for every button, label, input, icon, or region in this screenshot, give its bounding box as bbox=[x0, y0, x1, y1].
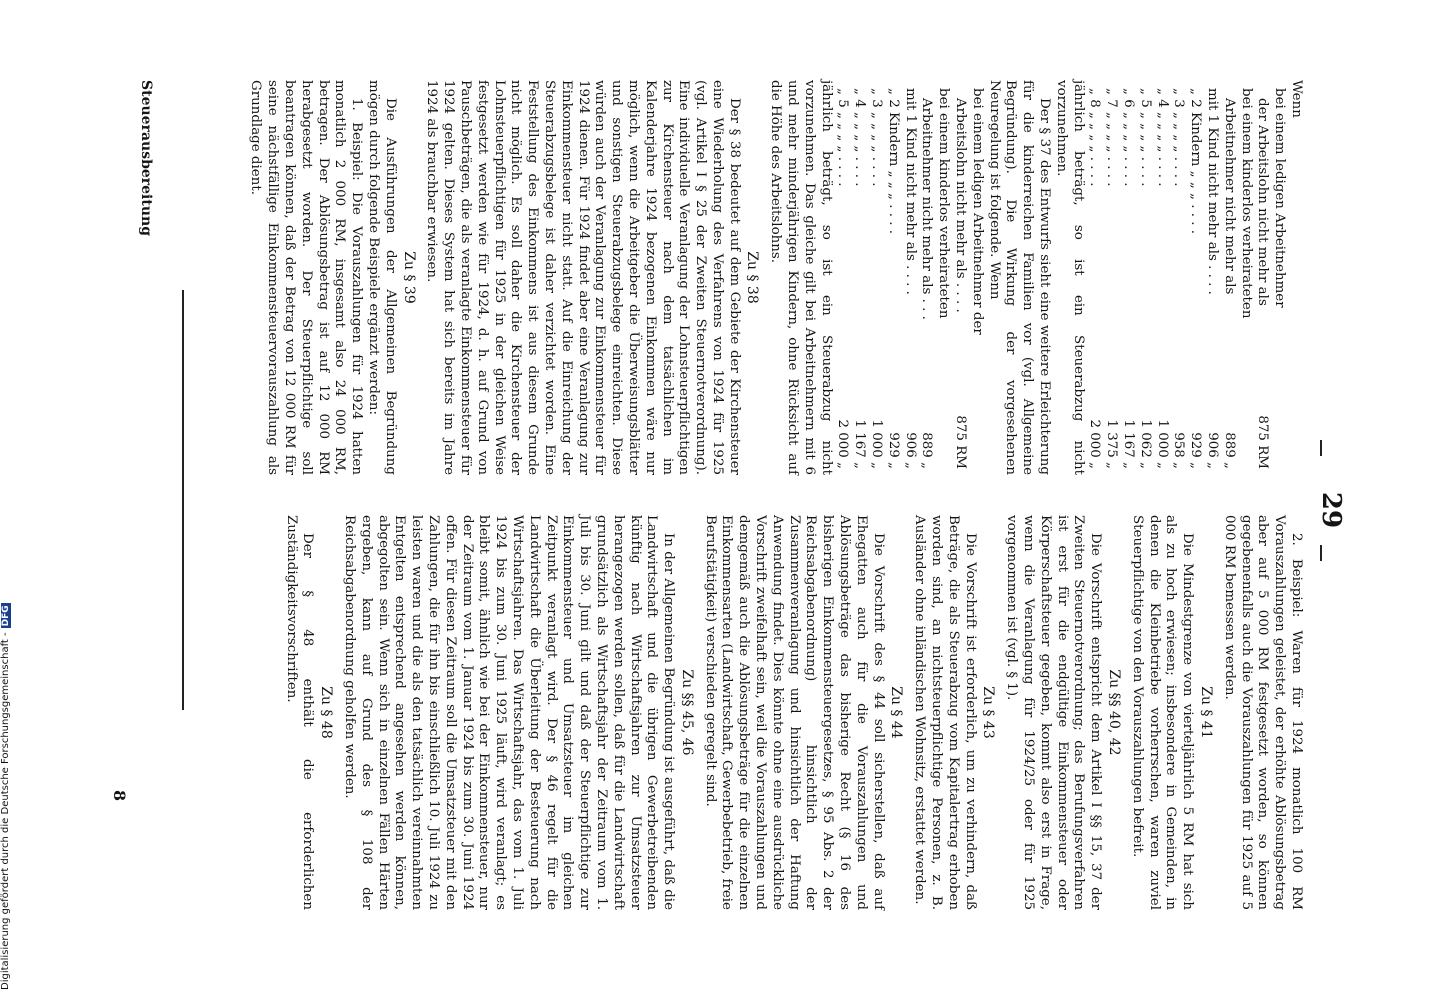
table-row: Arbeitnehmer nicht mehr als . . . 889 „ bbox=[919, 98, 935, 469]
income-table-b bbox=[834, 80, 985, 475]
paragraph: Die Mindestgrenze von vierteljährlich 5 RM hat sich als zu hoch erwiesen; insbesondere in Gemeinden, in denen die Kleinbetriebe vorherrschen, waren zuviel Steuerpflichtige von den Vorauszahlungen befreit. bbox=[1129, 515, 1196, 910]
digitization-credit bbox=[0, 590, 12, 990]
table-row: „ 7 „ „ „ „ . . . . 1 375 „ bbox=[1104, 88, 1120, 469]
table-row: bei einem ledigen Arbeitnehmer bbox=[1272, 88, 1288, 308]
table-row: mit 1 Kind nicht mehr als . . . . 906 „ bbox=[1205, 88, 1221, 469]
paragraph: 2. Beispiel: Waren für 1924 monatlich 100 RM Vorauszahlungen geleistet, der erhöhte Ablösungsbetrag aber auf 5 000 RM festgesetzt worden, so können gegebenenfalls auch die Vorauszahlungen für 1925 auf 5 000 RM bemessen werden. bbox=[1221, 515, 1304, 910]
paragraph: Die Vorschrift des § 44 soll sicherstellen, daß auf Ehegatten auch für die Vorauszahlungen und Ablösungsbeträge das bisherige Recht (§ 16 des bisherigen Einkommensteuergesetzes, § 95 Abs. 2 der Reichsabgabenordnung) hinsichtlich der Zusammenveranlagung und hinsichtlich der Haftung Anwendung findet. Dies könnte ohne eine ausdrückliche Vorschrift zweifelhaft sein, weil die Vorauszahlungen und demgemäß auch die Ablösungsbeträge für die einzelnen Einkommensarten (Landwirtschaft, Gewerbebetrieb, freie Berufstätigkeit) verschieden geregelt sind. bbox=[702, 515, 886, 910]
paragraph: Die Vorschrift ist erforderlich, um zu verhindern, daß Beträge, die als Steuerabzug vom Kapitalertrag erhoben worden sind, an nichtsteuerpflichtige Personen, z. B. Ausländer ohne inländischen Wohnsitz, erstattet werden. bbox=[912, 515, 978, 910]
credit-text: Digitalisierung gefördert durch die Deutsche Forschungsgemeinschaft - bbox=[0, 632, 11, 990]
section-heading: Zu §§ 45, 46 bbox=[678, 669, 695, 756]
page-number: 29 bbox=[1316, 491, 1346, 529]
paragraph: Der § 37 des Entwurfs sieht eine weitere Erleichterung für die kinderreichen Familien vor (vgl. Allgemeine Begründung). Die Wirkung der vorgesehenen Neuregelung ist folgende. Wenn bbox=[986, 80, 1053, 475]
signature-mark: 8 bbox=[110, 790, 129, 802]
paragraph: 1. Beispiel: Die Vorauszahlungen für 1924 hatten monatlich 2 000 RM, insgesamt also 24 000 RM, betragen. Der Ablösungsbetrag ist auf 12 000 RM herabgesetzt worden. Der Steuerpflichtige soll beantragen können, daß der Betrag von 12 000 RM für seine nächstfällige Einkommensteuervorauszahlung als Grundlage dient. bbox=[248, 80, 365, 475]
section-heading: Zu § 43 bbox=[980, 686, 997, 739]
bottom-rule bbox=[182, 290, 184, 710]
section-heading: Zu §§ 40, 42 bbox=[1106, 669, 1123, 756]
table-row: mit 1 Kind nicht mehr als . . . . 906 „ bbox=[902, 88, 918, 469]
paragraph: jährlich beträgt, so ist ein Steuerabzug nicht vorzunehmen. bbox=[1053, 80, 1086, 475]
table-row: „ 4 „ „ „ „ . . . . 1 000 „ bbox=[1154, 88, 1170, 469]
table-row: bei einem ledigen Arbeitnehmer der bbox=[969, 88, 985, 335]
table-row: Arbeitslohn nicht mehr als . . . . 875 RM bbox=[953, 98, 969, 469]
paragraph: Die Vorschrift entspricht dem Artikel I §§ 15, 37 der Zweiten Steuernotverordnung; das Berufungsverfahren ist erst für die endgültige Einkommensteuer oder Körperschaftsteuer gegeben, kommt also erst in Frage, wenn die Veranlagung für 1924/25 oder für 1925 vorgenommen ist (vgl. § 1). bbox=[1004, 515, 1104, 910]
left-column bbox=[247, 80, 1304, 475]
section-heading: Zu § 39 bbox=[400, 251, 417, 304]
section-heading: Zu § 41 bbox=[1198, 686, 1215, 739]
table-row: der Arbeitslohn nicht mehr als 875 RM bbox=[1255, 98, 1271, 469]
table-row: Arbeitnehmer nicht mehr als 889 „ bbox=[1221, 98, 1237, 469]
table-row: „ 5 „ „ „ „ . . . . 1 062 „ bbox=[1137, 88, 1153, 469]
paragraph: In der Allgemeinen Begründung ist ausgeführt, daß die Landwirtschaft und die übrigen Gewerbetreibenden künftig nach Wirtschaftsjahren zur Umsatzsteuer herangezogen werden sollen, daß für die Landwirtschaft grundsätzlich als Wirtschaftsjahr der Zeitraum vom 1. Juli bis 30. Juni gilt und daß der Steuerpflichtige zur Einkommensteuer und Umsatzsteuer im gleichen Zeitpunkt veranlagt wird. Der § 46 regelt für die Landwirtschaft die Überleitung der Besteuerung nach Wirtschaftsjahren. Das Wirtschaftsjahr, das vom 1. Juli 1924 bis zum 30. Juni 1925 läuft, wird veranlagt; es bleibt somit, ähnlich wie bei der Einkommensteuer, nur der Zeitraum vom 1. Januar 1924 bis zum 30. Juni 1924 offen. Für diesen Zeitraum soll die Umsatzsteuer mit den Zahlungen, die für ihn bis einschließlich 10. Juli 1924 zu leisten waren und die als den tatsächlich vereinnahmten Entgelten entsprechend angesehen werden können, abgegolten sein. Wenn sich in einzelnen Fällen Härten ergeben, kann auf Grund des § 108 der Reichsabgabenordnung geholfen werden. bbox=[341, 515, 677, 910]
paragraph: jährlich beträgt, so ist ein Steuerabzug nicht vorzunehmen. Das gleiche gilt bei Arbeitnehmern mit 6 und mehr minderjährigen Kindern, ohne Rücksicht auf die Höhe des Arbeitslohns. bbox=[768, 80, 834, 475]
table-row: „ 8 „ „ „ „ . . . . 2 000 „ bbox=[1087, 88, 1103, 469]
intro-word: Wenn bbox=[1289, 80, 1304, 118]
paragraph: Der § 38 bedeutet auf dem Gebiete der Kirchensteuer eine Wiederholung des Verfahrens von 1924 für 1925 (vgl. Artikel I § 25 der Zweiten Steuernotverordnung). Eine individuelle Veranlagung der Lohnsteuerpflichtigen zur Kirchensteuer nach dem tatsächlichen im Kalenderjahre 1924 bezogenen Einkommen wäre nur möglich, wenn die Arbeitgeber die Überweisungsblätter und sonstigen Steuerabzugsbelege einreichten. Diese würden auch der Veranlagung zur Einkommensteuer für 1924 dienen. Für 1924 findet aber eine Veranlagung zur Einkommensteuer nicht statt. Auf die Einreichung der Steuerabzugsbelege ist daher verzichtet worden. Eine Feststellung des Einkommens ist aus diesem Grunde nicht möglich. Es soll daher die Kirchensteuer der Lohnsteuerpflichtigen für 1925 in der gleichen Weise festgesetzt werden wie für 1924, d. h. auf Grund von Pauschbeträgen, die als veranlagte Einkommensteuer für 1924 gelten. Dieses System hat sich bereits im Jahre 1924 als brauchbar erwiesen. bbox=[424, 80, 742, 475]
header-dash-left bbox=[1320, 440, 1322, 456]
section-heading: Zu § 44 bbox=[888, 686, 905, 739]
section-heading: Zu § 48 bbox=[318, 686, 335, 739]
table-row: „ 2 Kindern „ „ „ . . . . 929 „ bbox=[885, 88, 901, 469]
table-row: bei einem kinderlos verheirateten bbox=[1238, 88, 1254, 319]
table-row: bei einem kinderlos verheirateten bbox=[936, 88, 952, 319]
section-heading: Zu § 38 bbox=[744, 251, 761, 304]
footer-label: Steuerausbereitung bbox=[138, 80, 154, 236]
table-row: „ 3 „ „ „ „ . . . . 958 „ bbox=[1171, 88, 1187, 469]
table-row: „ 6 „ „ „ „ . . . . 1 167 „ bbox=[1121, 88, 1137, 469]
paragraph: Die Ausführungen der Allgemeinen Begründung mögen durch folgende Beispiele ergänzt werden: bbox=[365, 80, 398, 475]
table-row: „ 2 Kindern „ „ „ . . . . 929 „ bbox=[1188, 88, 1204, 469]
dfg-logo-icon: DFG bbox=[1, 605, 11, 627]
table-row: „ 3 „ „ „ „ . . . . 1 000 „ bbox=[869, 88, 885, 469]
paragraph: Der § 48 enthält die erforderlichen Zuständigkeitsvorschriften. bbox=[283, 515, 316, 910]
header-dash-right bbox=[1320, 545, 1322, 561]
income-table-a bbox=[1086, 80, 1288, 475]
right-column bbox=[282, 515, 1304, 910]
table-row: „ 5 „ „ „ „ . . . . 2 000 „ bbox=[835, 88, 851, 469]
table-row: „ 4 „ „ „ „ . . . . 1 167 „ bbox=[852, 88, 868, 469]
